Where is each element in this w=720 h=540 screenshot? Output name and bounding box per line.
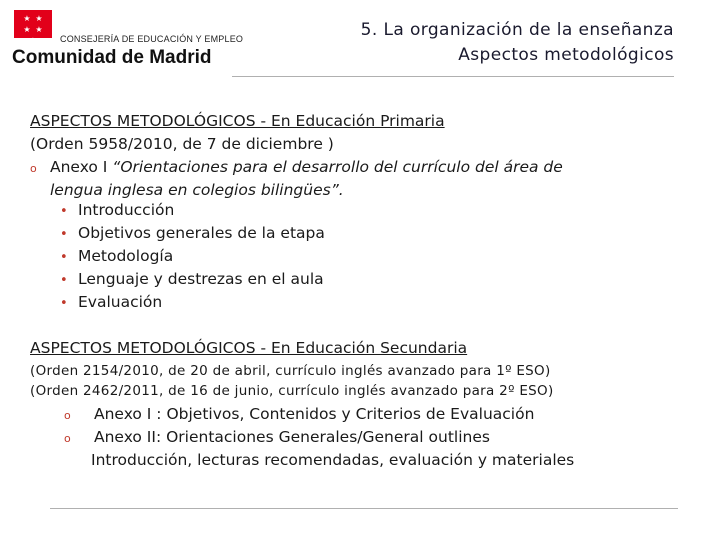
anexo-prefix: Anexo I xyxy=(50,158,113,176)
list-item-text: Introducción xyxy=(78,201,175,219)
comunidad-madrid-logo xyxy=(10,3,244,68)
bullet-icon: • xyxy=(60,227,68,242)
primaria-heading: ASPECTOS METODOLÓGICOS - En Educación Primaria xyxy=(30,112,445,130)
list-item-text: Evaluación xyxy=(78,293,163,311)
list-item xyxy=(60,270,324,288)
list-item xyxy=(60,293,162,311)
anexo-1-text: Anexo I : Objetivos, Contenidos y Criterios de Evaluación xyxy=(94,405,535,423)
circle-bullet-icon: o xyxy=(64,432,71,445)
list-item-text: Metodología xyxy=(78,247,174,265)
anexo-2-text: Anexo II: Orientaciones Generales/General outlines xyxy=(94,428,490,446)
logo-organization: Comunidad de Madrid xyxy=(12,47,212,68)
logo-department: CONSEJERÍA DE EDUCACIÓN Y EMPLEO xyxy=(60,34,244,44)
list-item xyxy=(60,201,174,219)
madrid-flag-icon: ★ ★ ★ ★ ★ ★ ★ xyxy=(14,10,52,38)
title-line-2: Aspectos metodológicos xyxy=(458,45,674,65)
secundaria-anexo-2 xyxy=(64,428,490,446)
primaria-anexo xyxy=(30,158,563,176)
bullet-icon: • xyxy=(60,250,68,265)
bullet-icon: • xyxy=(60,204,68,219)
list-item-text: Lenguaje y destrezas en el aula xyxy=(78,270,324,288)
primaria-orden: (Orden 5958/2010, de 7 de diciembre ) xyxy=(30,135,334,153)
secundaria-orden-2: (Orden 2462/2011, de 16 de junio, currículo inglés avanzado para 2º ESO) xyxy=(30,383,554,399)
secundaria-anexo-1 xyxy=(64,405,534,423)
list-item xyxy=(60,247,173,265)
list-item xyxy=(60,224,325,242)
secundaria-anexo-2-detail: Introducción, lecturas recomendadas, evaluación y materiales xyxy=(91,451,575,469)
anexo-quote-2: lengua inglesa en colegios bilingües”. xyxy=(50,181,344,199)
secundaria-heading xyxy=(30,339,640,357)
secundaria-orden-1: (Orden 2154/2010, de 20 de abril, currículo inglés avanzado para 1º ESO) xyxy=(30,363,551,379)
circle-bullet-icon: o xyxy=(64,409,71,422)
bullet-icon: • xyxy=(60,273,68,288)
footer-divider xyxy=(50,508,678,509)
header-divider xyxy=(232,76,674,77)
bullet-icon: • xyxy=(60,296,68,311)
title-line-1: 5. La organización de la enseñanza xyxy=(360,20,674,40)
page-title xyxy=(361,18,674,68)
list-item-text: Objetivos generales de la etapa xyxy=(78,224,325,242)
secundaria-heading-text: ASPECTOS METODOLÓGICOS - En Educación Secundaria xyxy=(30,339,468,357)
circle-bullet-icon: o xyxy=(30,162,37,175)
anexo-quote-1: “Orientaciones para el desarrollo del currículo del área de xyxy=(112,158,563,176)
